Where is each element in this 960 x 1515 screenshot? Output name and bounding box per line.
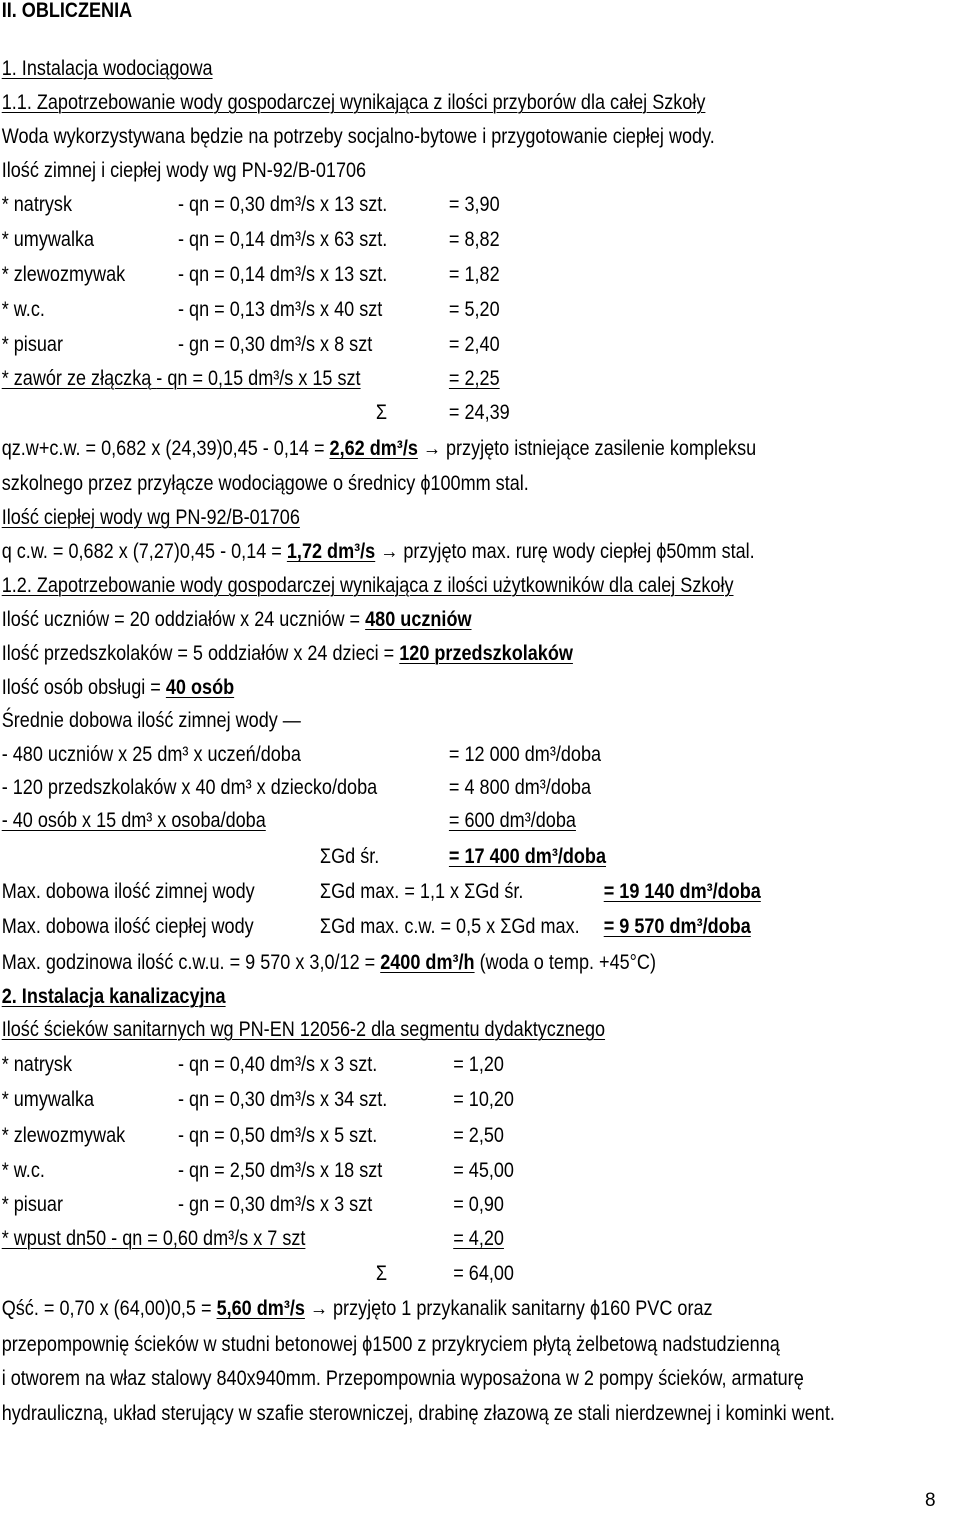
daily-row: - 40 osób x 15 dm³ x osoba/doba = 600 dm³/doba <box>1 809 576 832</box>
fixture-row: * umywalka - qn = 0,14 dm³/s x 63 szt. = 8,82 <box>1 228 500 251</box>
fixture-row: * zlewozmywak - qn = 0,14 dm³/s x 13 szt. = 1,82 <box>1 263 500 286</box>
q-total-line: qz.w+c.w. = 0,682 x (24,39)0,45 - 0,14 = 2,62 dm³/s → przyjęto istniejące zasilenie kompleksu <box>1 437 757 460</box>
sewage-fixture-row: * wpust dn50 - qn = 0,60 dm³/s x 7 szt = 4,20 <box>1 1227 504 1250</box>
section-1-title: 1. Instalacja wodociągowa <box>1 57 213 80</box>
fixture-row: * pisuar - gn = 0,30 dm³/s x 8 szt = 2,40 <box>1 333 500 356</box>
cold-hot-norm: Ilość zimnej i ciepłej wody wg PN-92/B-01706 <box>1 159 367 182</box>
sewage-q-line: Qść. = 0,70 x (64,00)0,5 = 5,60 dm³/s → przyjęto 1 przykanalik sanitarny ϕ160 PVC oraz <box>1 1297 713 1320</box>
daily-row: - 480 uczniów x 25 dm³ x uczeń/doba = 12 000 dm³/doba <box>1 743 602 766</box>
fixture-row: * zawór ze złączką - qn = 0,15 dm³/s x 15 szt = 2,25 <box>1 367 500 390</box>
intro-text: Woda wykorzystywana będzie na potrzeby socjalno-bytowe i przygotowanie ciepłej wody. <box>1 125 715 148</box>
max-cold-row: Max. dobowa ilość zimnej wody ΣGd max. = 1,1 x ΣGd śr. = 19 140 dm³/doba <box>1 880 761 903</box>
document-page: II. OBLICZENIA 1. Instalacja wodociągowa 1.1. Zapotrzebowanie wody gospodarczej wynikająca z ilości przyborów dla całej Szkoły Woda wykorzystywana będzie na potrzeby socjalno-bytowe i przygotowanie ciepłej wody. Ilość zimnej i ciepłej wody wg PN-92/B-01706 * natrysk - qn = 0,30 dm³/s x 13 szt. = 3,90 * umywalka - qn = 0,14 dm³/s x 63 szt. = 8,82 * zlewozmywak - qn = 0,14 dm³/s x 13 szt. = 1,82 * w.c. - qn = 0,13 dm³/s x 40 szt = 5,20 * pisuar - gn = 0,30 dm³/s x 8 szt = 2,40 * zawór ze złączką - qn = 0,15 dm³/s x 15 szt = 2,25 Σ = 24,39 qz.w+c.w. = 0,682 x (24,39)0,45 - 0,14 = 2,62 dm³/s → przyjęto istniejące zasilenie kompleksu szkolnego przez przyłącze wodociągowe o średnicy ϕ100mm stal. Ilość ciepłej wody wg PN-92/B-01706 q c.w. = 0,682 x (7,27)0,45 - 0,14 = 1,72 dm³/s → przyjęto max. rurę wody ciepłej ϕ50mm stal. 1.2. Zapotrzebowanie wody gospodarczej wynikająca z ilości użytkowników dla calej Szkoły Ilość uczniów = 20 oddziałów x 24 uczniów = 480 uczniów Ilość przedszkolaków = 5 oddziałów x 24 dzieci = 120 przedszkolaków Ilość osób obsługi = 40 osób Średnie dobowa ilość zimnej wody — - 480 uczniów x 25 dm³ x uczeń/doba = 12 000 dm³/doba - 120 przedszkolaków x 40 dm³ x dziecko/doba = 4 800 dm³/doba - 40 osób x 15 dm³ x osoba/doba = 600 dm³/doba ΣGd śr. = 17 400 dm³/doba Max. dobowa ilość zimnej wody ΣGd max. = 1,1 x ΣGd śr. = 19 140 dm³/doba Max. dobowa ilość ciepłej wody ΣGd max. c.w. = 0,5 x ΣGd max. = 9 570 dm³/doba Max. godzinowa ilość c.w.u. = 9 570 x 3,0/12 = 2400 dm³/h (woda o temp. +45°C) 2. Instalacja kanalizacyjna Ilość ścieków sanitarnych wg PN-EN 12056-2 dla segmentu dydaktycznego * natrysk - qn = 0,40 dm³/s x 3 szt. = 1,20 * umywalka - qn = 0,30 dm³/s x 34 szt. = 10,20 * zlewozmywak - qn = 0,50 dm³/s x 5 szt. = 2,50 * w.c. - qn = 2,50 dm³/s x 18 szt = 45,00 * pisuar - gn = 0,30 dm³/s x 3 szt = 0,90 * wpust dn50 - qn = 0,60 dm³/s x 7 szt = 4,20 Σ = 64,00 Qść. = 0,70 x (64,00)0,5 = 5,60 dm³/s → przyjęto 1 przykanalik sanitarny ϕ160 PVC oraz przepompownię ścieków w studni betonowej ϕ1500 z przykryciem płytą żelbetową nadstudzienną i otworem na właz stalowy 840x940mm. Przepompownia wyposażona w 2 pompy ścieków, armaturę hydrauliczną, układ sterujący w szafie sterowniczej, drabinę złazową ze stali nierdzewnej i kominki went. <box>0 0 826 1515</box>
q-total-conclusion: szkolnego przez przyłącze wodociągowe o średnicy ϕ100mm stal. <box>1 472 529 495</box>
q-hot-line: q c.w. = 0,682 x (7,27)0,45 - 0,14 = 1,72 dm³/s → przyjęto max. rurę wody ciepłej ϕ50mm stal. <box>1 540 755 563</box>
sewage-paragraph: i otworem na właz stalowy 840x940mm. Przepompownia wyposażona w 2 pompy ścieków, armaturę <box>1 1367 804 1390</box>
daily-row: - 120 przedszkolaków x 40 dm³ x dziecko/doba = 4 800 dm³/doba <box>1 776 591 799</box>
hourly-row: Max. godzinowa ilość c.w.u. = 9 570 x 3,0/12 = 2400 dm³/h (woda o temp. +45°C) <box>1 951 656 974</box>
sewage-fixture-row: * natrysk - qn = 0,40 dm³/s x 3 szt. = 1,20 <box>1 1053 504 1076</box>
max-hot-row: Max. dobowa ilość ciepłej wody ΣGd max. c.w. = 0,5 x ΣGd max. = 9 570 dm³/doba <box>1 915 751 938</box>
sewage-paragraph: przepompownię ścieków w studni betonowej ϕ1500 z przykryciem płytą żelbetową nadstudzienną <box>1 1333 780 1356</box>
daily-avg-title: Średnie dobowa ilość zimnej wody — <box>1 709 301 732</box>
sewage-fixture-row: * w.c. - qn = 2,50 dm³/s x 18 szt = 45,00 <box>1 1159 514 1182</box>
subsection-1-2-title: 1.2. Zapotrzebowanie wody gospodarczej wynikająca z ilości użytkowników dla calej Szkoły <box>1 574 734 597</box>
fixture-row: * w.c. - qn = 0,13 dm³/s x 40 szt = 5,20 <box>1 298 500 321</box>
page-number: 8 <box>925 1490 936 1511</box>
hot-norm: Ilość ciepłej wody wg PN-92/B-01706 <box>1 506 300 529</box>
preschool-line: Ilość przedszkolaków = 5 oddziałów x 24 dzieci = 120 przedszkolaków <box>1 642 573 665</box>
sewage-fixture-row: * pisuar - gn = 0,30 dm³/s x 3 szt = 0,90 <box>1 1193 504 1216</box>
staff-line: Ilość osób obsługi = 40 osób <box>1 676 235 699</box>
sewage-fixture-row: * zlewozmywak - qn = 0,50 dm³/s x 5 szt. = 2,50 <box>1 1124 504 1147</box>
sewage-norm: Ilość ścieków sanitarnych wg PN-EN 12056-2 dla segmentu dydaktycznego <box>1 1018 606 1041</box>
students-line: Ilość uczniów = 20 oddziałów x 24 uczniów = 480 uczniów <box>1 608 472 631</box>
subsection-1-1-title: 1.1. Zapotrzebowanie wody gospodarczej wynikająca z ilości przyborów dla całej Szkoły <box>1 91 706 114</box>
section-2-title: 2. Instalacja kanalizacyjna <box>1 985 226 1008</box>
sewage-fixture-row: * umywalka - qn = 0,30 dm³/s x 34 szt. = 10,20 <box>1 1088 514 1111</box>
sewage-paragraph: hydrauliczną, układ sterujący w szafie sterowniczej, drabinę złazową ze stali nierdzewnej i kominki went. <box>1 1402 835 1425</box>
page-heading: II. OBLICZENIA <box>1 0 133 22</box>
fixture-row: * natrysk - qn = 0,30 dm³/s x 13 szt. = 3,90 <box>1 193 500 216</box>
